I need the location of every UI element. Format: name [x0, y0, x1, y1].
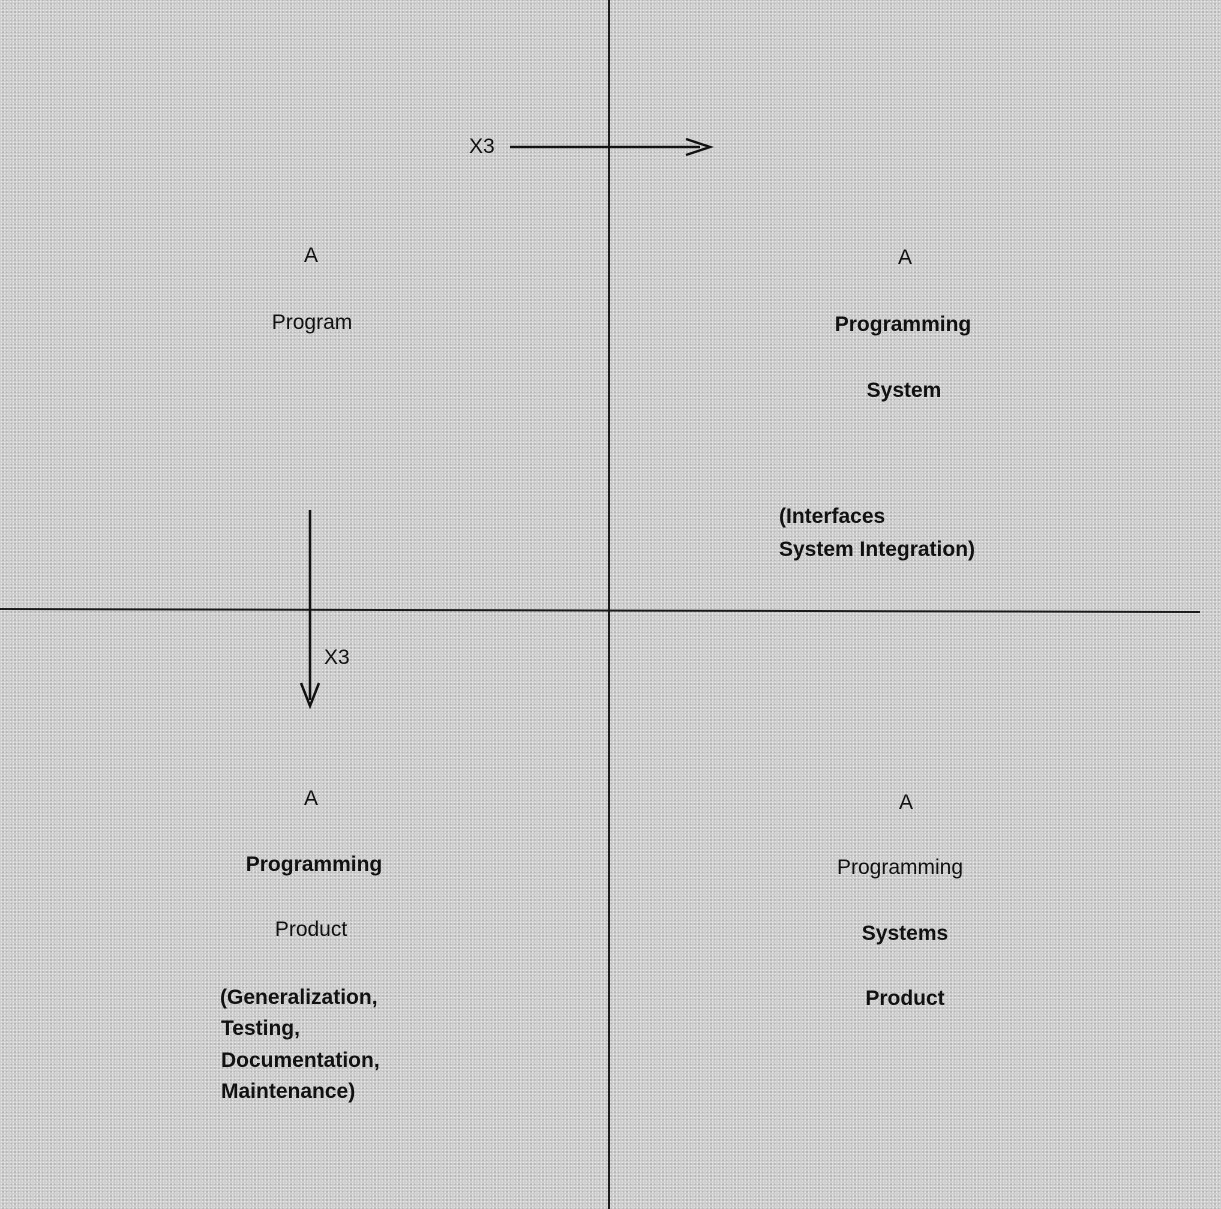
programming-system-article: A [897, 246, 913, 269]
program-article: A [303, 244, 319, 267]
programming-system-note-line-1: (Interfaces [779, 505, 886, 528]
programming-product-title-line-2: Product [274, 918, 348, 941]
programming-system-title-line-2: System [866, 379, 942, 402]
programming-product-note-line-4: Maintenance) [221, 1080, 356, 1103]
programming-product-note-line-3: Documentation, [221, 1049, 380, 1072]
programming-systems-product-title-line-3: Product [865, 987, 945, 1010]
programming-system-title-line-1: Programming [834, 313, 972, 336]
programming-product-title-line-1: Programming [245, 853, 383, 876]
programming-systems-product-article: A [898, 791, 914, 814]
programming-systems-product-title-line-2: Systems [861, 922, 949, 945]
programming-system-note-line-2: System Integration) [779, 538, 976, 561]
horizontal-divider [0, 609, 1200, 612]
horizontal-arrow-label: X3 [469, 135, 495, 158]
programming-product-note-line-2: Testing, [221, 1017, 300, 1040]
program-title: Program [271, 311, 353, 334]
programming-product-note-line-1: (Generalization, [220, 986, 378, 1009]
programming-product-article: A [303, 787, 319, 810]
vertical-arrow-label: X3 [324, 646, 350, 669]
programming-systems-product-title-line-1: Programming [836, 856, 964, 879]
